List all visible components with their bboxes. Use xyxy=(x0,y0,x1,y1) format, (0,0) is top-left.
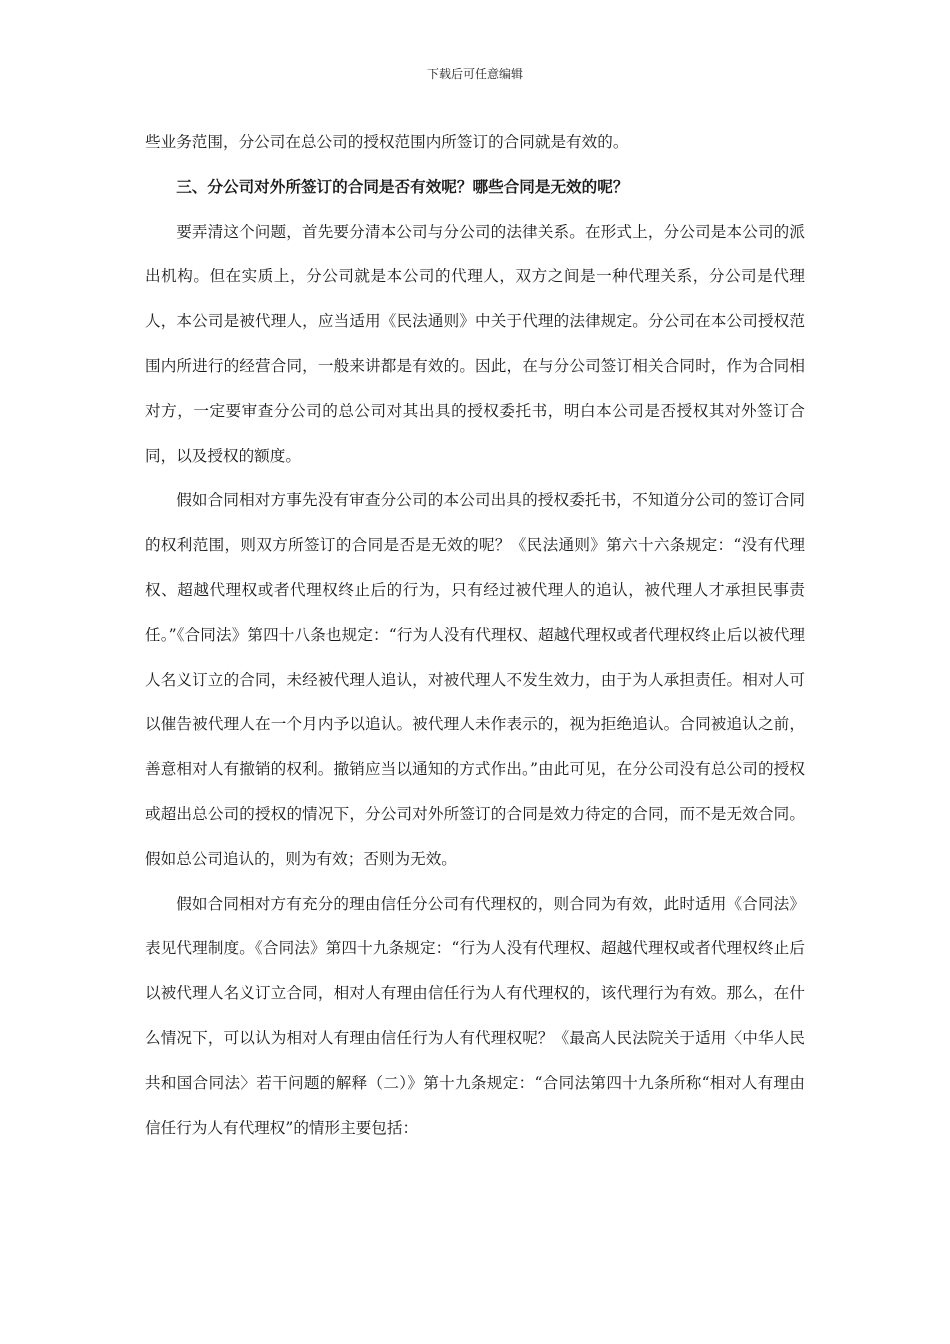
section-heading: 三、分公司对外所签订的合同是否有效呢？哪些合同是无效的呢？ xyxy=(176,176,629,196)
document-body xyxy=(145,120,805,1150)
paragraph: 要弄清这个问题，首先要分清本公司与分公司的法律关系。在形式上，分公司是本公司的派出机构。但在实质上，分公司就是本公司的代理人，双方之间是一种代理关系，分公司是代理人，本公司是被代理人，应当适用《民法通则》中关于代理的法律规定。分公司在本公司授权范围内所进行的经营合同，一般来讲都是有效的。因此，在与分公司签订相关合同时，作为合同相对方，一定要审查分公司的总公司对其出具的授权委托书，明白本公司是否授权其对外签订合同，以及授权的额度。 xyxy=(145,222,805,465)
paragraph: 假如合同相对方有充分的理由信任分公司有代理权的，则合同为有效，此时适用《合同法》表见代理制度。《合同法》第四十九条规定：“行为人没有代理权、超越代理权或者代理权终止后以被代理人名义订立合同，相对人有理由信任行为人有代理权的，该代理行为有效。那么，在什么情况下，可以认为相对人有理由信任行为人有代理权呢？《最高人民法院关于适用〈中华人民共和国合同法〉若干问题的解释（二）》第十九条规定：“合同法第四十九条所称“相对人有理由信任行为人有代理权”的情形主要包括： xyxy=(145,894,805,1137)
paragraph-continuation: 些业务范围，分公司在总公司的授权范围内所签订的合同就是有效的。 xyxy=(145,133,629,151)
paragraph: 假如合同相对方事先没有审查分公司的本公司出具的授权委托书，不知道分公司的签订合同的权利范围，则双方所签订的合同是否是无效的呢？《民法通则》第六十六条规定：“没有代理权、超越代理权或者代理权终止后的行为，只有经过被代理人的追认，被代理人才承担民事责任。”《合同法》第四十八条也规定：“行为人没有代理权、超越代理权或者代理权终止后以被代理人名义订立的合同，未经被代理人追认，对被代理人不发生效力，由于为人承担责任。相对人可以催告被代理人在一个月内予以追认。被代理人未作表示的，视为拒绝追认。合同被追认之前，善意相对人有撤销的权利。撤销应当以通知的方式作出。”由此可见，在分公司没有总公司的授权或超出总公司的授权的情况下，分公司对外所签订的合同是效力待定的合同，而不是无效合同。假如总公司追认的，则为有效；否则为无效。 xyxy=(145,491,805,868)
page-header: 下载后可任意编辑 xyxy=(426,67,523,81)
